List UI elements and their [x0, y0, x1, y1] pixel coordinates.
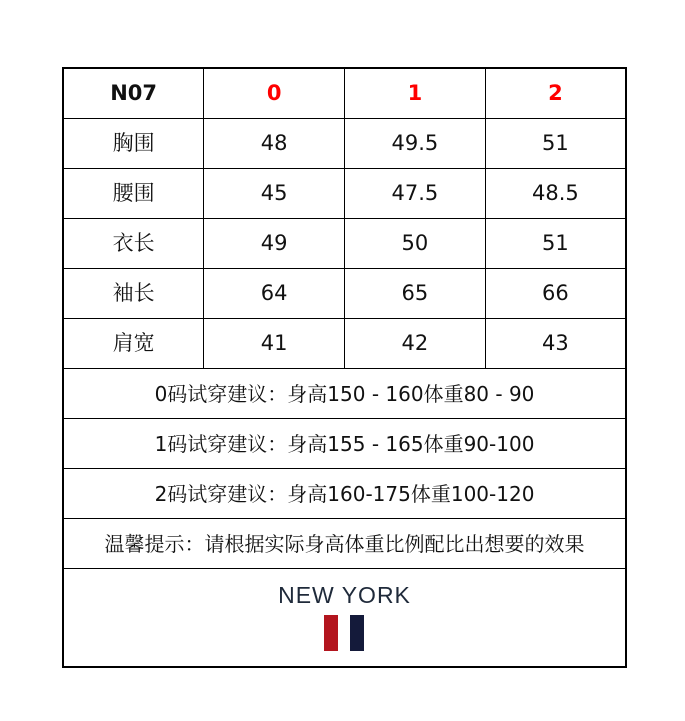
row-label: 腰围: [63, 169, 204, 219]
table-row-shoulder: [63, 319, 626, 369]
size-1-fit-note: 1码试穿建议：身高155 - 165体重90-100: [63, 419, 626, 469]
table-row-length: [63, 219, 626, 269]
table-cell: 45: [204, 169, 345, 219]
size-chart-table: [62, 67, 627, 668]
table-cell: 48: [204, 119, 345, 169]
table-header-row: [63, 68, 626, 119]
table-cell: 47.5: [345, 169, 486, 219]
table-cell: 65: [345, 269, 486, 319]
model-code-cell: N07: [63, 68, 204, 119]
table-row-sleeve: [63, 269, 626, 319]
row-label: 肩宽: [63, 319, 204, 369]
note-row: [63, 419, 626, 469]
table-cell: 42: [345, 319, 486, 369]
brand-logo: [278, 584, 411, 651]
table-row-chest: [63, 119, 626, 169]
size-0-fit-note: 0码试穿建议：身高150 - 160体重80 - 90: [63, 369, 626, 419]
size-0-header: 0: [204, 68, 345, 119]
table-row-waist: [63, 169, 626, 219]
size-2-header: 2: [485, 68, 626, 119]
note-row: [63, 519, 626, 569]
size-2-fit-note: 2码试穿建议：身高160-175体重100-120: [63, 469, 626, 519]
navy-stripe: [350, 615, 364, 651]
table-cell: 51: [485, 219, 626, 269]
table-cell: 50: [345, 219, 486, 269]
row-label: 袖长: [63, 269, 204, 319]
table-cell: 43: [485, 319, 626, 369]
table-cell: 49.5: [345, 119, 486, 169]
note-row: [63, 369, 626, 419]
row-label: 胸围: [63, 119, 204, 169]
red-stripe: [324, 615, 338, 651]
note-row: [63, 469, 626, 519]
table-cell: 49: [204, 219, 345, 269]
size-1-header: 1: [345, 68, 486, 119]
table-cell: 48.5: [485, 169, 626, 219]
brand-name: NEW YORK: [278, 582, 411, 608]
table-cell: 41: [204, 319, 345, 369]
table-cell: 64: [204, 269, 345, 319]
tip-note: 温馨提示：请根据实际身高体重比例配比出想要的效果: [63, 519, 626, 569]
table-cell: 66: [485, 269, 626, 319]
logo-cell: [63, 569, 626, 668]
row-label: 衣长: [63, 219, 204, 269]
table-cell: 51: [485, 119, 626, 169]
brand-stripes-icon: [324, 615, 364, 651]
logo-row: [63, 569, 626, 668]
